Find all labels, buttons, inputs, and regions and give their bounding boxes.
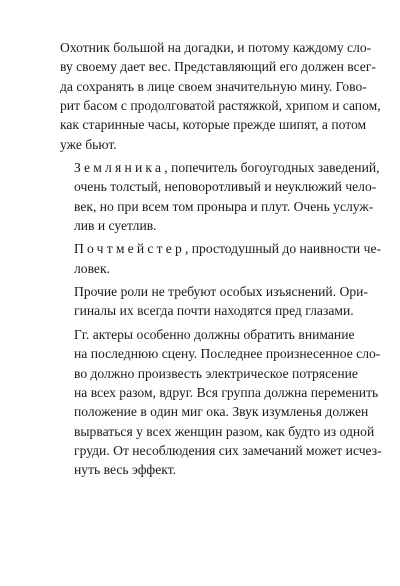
text-line: положение в один миг ока. Звук изумленья должен [74,404,369,420]
text-line: уже бьют. [60,136,117,152]
paragraph-postmaster-judge-description [60,38,381,154]
text-fragment: , попечитель богоугодных заведений, [164,160,380,176]
text-line: во должно произвесть электрическое потрясение [74,365,358,381]
text-line: как старинные часы, которые прежде шипят, а потом [60,117,367,133]
body-text [60,38,382,480]
paragraph-pochtmeyster [60,239,382,278]
paragraph-actors-note [60,325,382,480]
text-line: ловек. [74,260,110,276]
text-line: нуть весь эффект. [74,462,177,478]
text-line: на последнюю сцену. Последнее произнесенное сло- [74,346,381,362]
text-line: лив и суетлив. [74,218,157,234]
text-line: Охотник большой на догадки, и потому каждому сло- [60,40,372,55]
text-line: век, но при всем том проныра и плут. Очень услуж- [74,198,374,214]
text-line: гиналы их всегда почти находятся пред глазами. [74,303,354,319]
text-line [60,158,380,177]
character-name-pochtmeyster: Почтмейстер [74,241,185,257]
text-line: Гг. актеры особенно должны обратить внимание [74,326,355,342]
text-line: Прочие роли не требуют особых изъяснений. Ори- [74,284,368,300]
paragraph-other-roles [60,282,368,321]
text-line [60,239,382,258]
text-line: рит басом с продолговатой растяжкой, хрипом и сапом, [60,98,381,114]
text-line: ву своему дает вес. Представляющий его должен всег- [60,59,376,75]
paragraph-zemlyanika [60,158,380,235]
text-line: груди. От несоблюдения сих замечаний может исчез- [74,442,382,458]
text-line: на всех разом, вдруг. Вся группа должна переменить [74,384,379,400]
text-line: да сохранять в лице своем значительную мину. Гово- [60,78,367,94]
text-line: вырваться у всех женщин разом, как будто из одной [74,423,375,439]
text-fragment: , простодушный до наивности че- [184,241,382,257]
character-name-zemlyanika: Земляника [74,160,165,176]
text-line: очень толстый, неповоротливый и неуклюжий чело- [74,179,377,195]
